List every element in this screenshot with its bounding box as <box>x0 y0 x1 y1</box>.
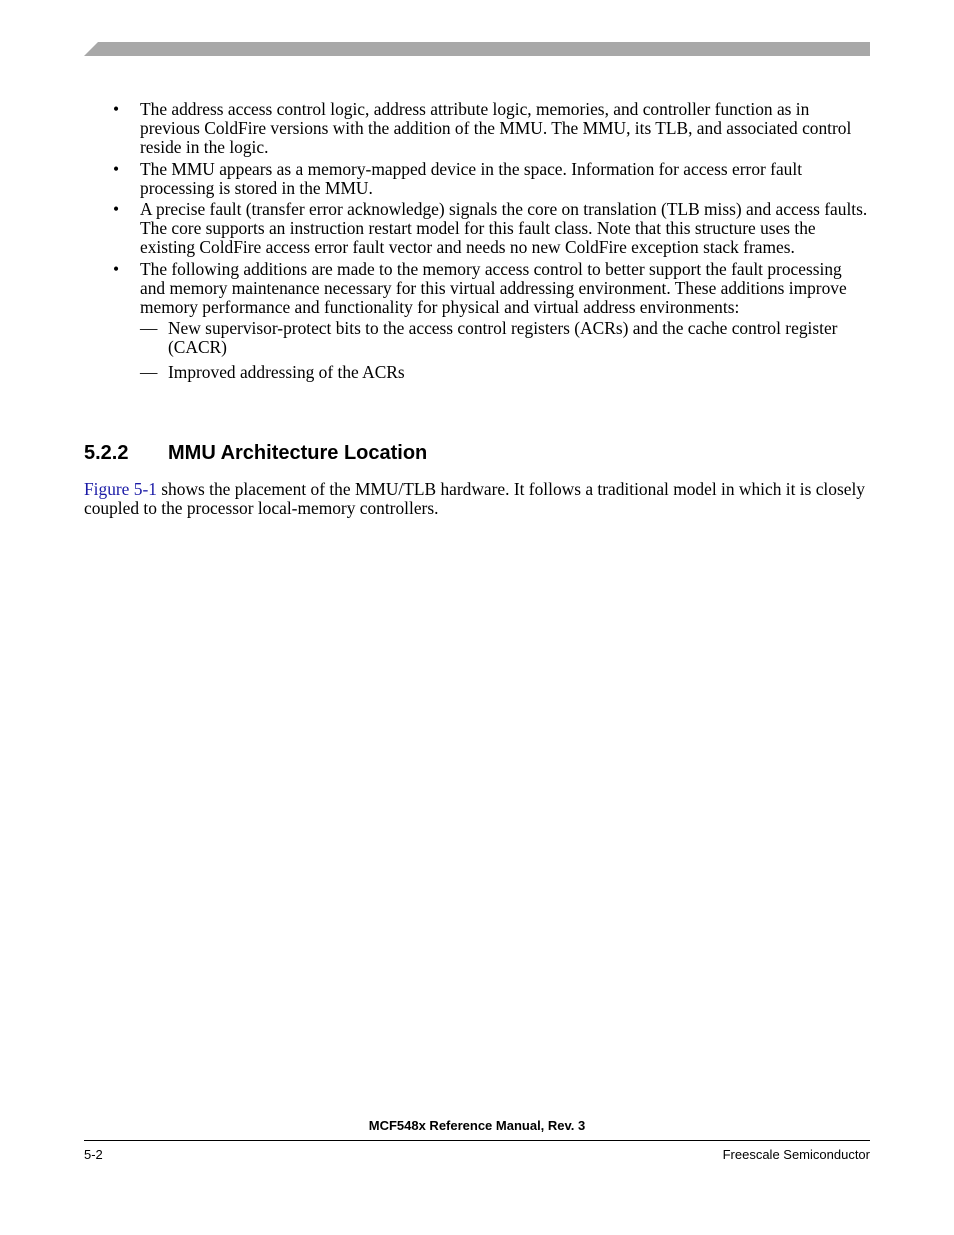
bullet-mark: • <box>113 158 120 179</box>
footer-rule <box>84 1140 870 1141</box>
sub-item <box>140 363 870 382</box>
header-bar <box>84 42 870 56</box>
bullet-item <box>110 160 870 198</box>
figure-link[interactable]: Figure 5-1 <box>84 479 157 499</box>
bullet-list <box>110 100 870 387</box>
sub-item <box>140 319 870 357</box>
bullet-text: The MMU appears as a memory-mapped device in the space. Information for access error fault processing is stored in the MMU. <box>140 158 803 198</box>
dash-mark: — <box>140 361 158 382</box>
bullet-item <box>110 100 870 158</box>
section-title: MMU Architecture Location <box>168 442 428 464</box>
body-paragraph <box>84 480 874 518</box>
sub-item-text: Improved addressing of the ACRs <box>168 361 405 382</box>
bullet-mark: • <box>113 199 120 220</box>
bullet-text: The following additions are made to the memory access control to better support the fault processing and memory maintenance necessary for this virtual addressing environment. These additions improve memory performance and functionality for physical and virtual address environments: <box>140 258 847 318</box>
bullet-mark: • <box>113 258 120 279</box>
bullet-text: The address access control logic, address attribute logic, memories, and controller function as in previous ColdFire versions with the addition of the MMU. The MMU, its TLB, and associated control reside in the logic. <box>140 99 852 158</box>
section-number: 5.2.2 <box>84 442 129 464</box>
sub-item-text: New supervisor-protect bits to the access control registers (ACRs) and the cache control register (CACR) <box>168 318 838 358</box>
bullet-text: A precise fault (transfer error acknowledge) signals the core on translation (TLB miss) and access faults. The core supports an instruction restart model for this fault class. Note that this structure uses the existing ColdFire access error fault vector and needs no new ColdFire exception stack frames. <box>140 199 868 258</box>
footer-company: Freescale Semiconductor <box>722 1147 870 1162</box>
dash-mark: — <box>140 318 158 339</box>
section-heading <box>84 442 427 465</box>
bullet-item <box>110 260 870 382</box>
bullet-item <box>110 200 870 258</box>
paragraph-text: shows the placement of the MMU/TLB hardware. It follows a traditional model in which it is closely coupled to the processor local-memory controllers. <box>84 479 865 519</box>
bullet-mark: • <box>113 99 120 119</box>
header-bar-shape <box>84 42 870 56</box>
sub-list <box>140 319 870 382</box>
page-number: 5-2 <box>84 1147 103 1162</box>
footer-title: MCF548x Reference Manual, Rev. 3 <box>368 1118 586 1133</box>
